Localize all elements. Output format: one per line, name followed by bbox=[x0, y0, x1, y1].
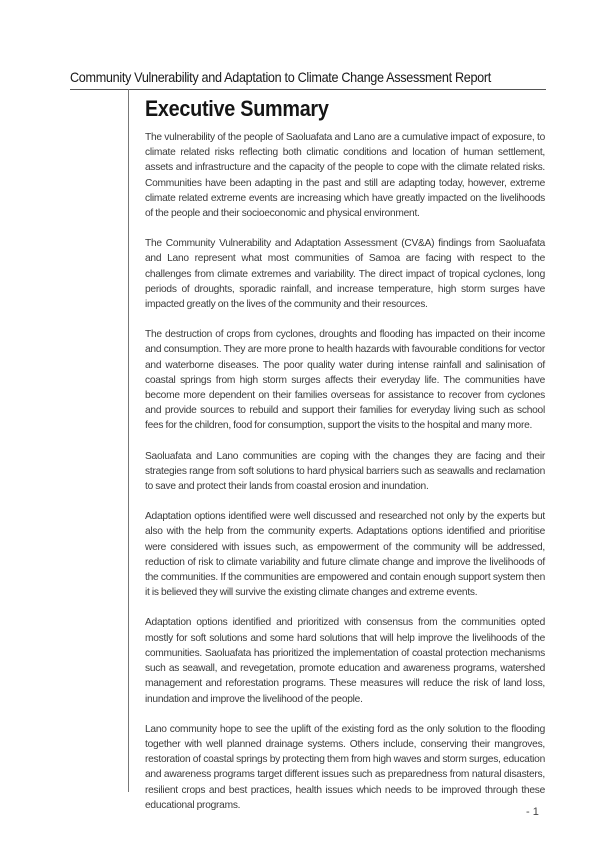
header-divider bbox=[70, 89, 546, 90]
paragraph-6: Adaptation options identified and prioritized with consensus from the communities opted mostly for soft solutions and some hard solutions that will help improve the livelihoods of the communities. Saoluafata has prioritized the implementation of coastal protection mechanisms such as seawall, and revegetation, promote education and awareness programs, watershed management and reforestation programs. These measures will reduce the risk of land loss, inundation and improve the livelihood of the people. bbox=[145, 617, 545, 705]
page-number: - 1 bbox=[526, 806, 539, 818]
section-title: Executive Summary bbox=[145, 96, 329, 121]
paragraph-2: The Community Vulnerability and Adaptation Assessment (CV&A) findings from Saoluafata and Lano represent what most communities of Samoa are facing with respect to the challenges from climate extremes and variability. The direct impact of tropical cyclones, long periods of droughts, sporadic rainfall, and increase temperature, high storm surges have impacted greatly on the lives of the community and their resources. bbox=[145, 238, 545, 311]
paragraph-3: The destruction of crops from cyclones, droughts and flooding has impacted on their income and consumption. They are more prone to health hazards with favourable conditions for vector and waterborne diseases. The poor quality water during intense rainfall and salinisation of coastal springs from high storm surges affects their everyday life. The communities have become more dependent on their families overseas for assistance to recover from cyclones and provide sources to rebuild and support their families for everyday living such as school fees for the children, food for consumption, support the visits to the hospital and many more. bbox=[145, 329, 545, 432]
executive-summary-section bbox=[145, 96, 545, 828]
margin-vertical-rule bbox=[128, 89, 129, 792]
paragraph-7: Lano community hope to see the uplift of the existing ford as the only solution to the flooding together with well planned drainage systems. Others include, conserving their mangroves, restoration of coastal springs by protecting them from high waves and storm surges, education and awareness programs target different issues such as preparedness from natural disasters, resilient crops and best practices, health issues which needs to be improved through these educational programs. bbox=[145, 723, 545, 811]
paragraph-1: The vulnerability of the people of Saoluafata and Lano are a cumulative impact of exposure, to climate related risks reflecting both climatic conditions and location of human settlement, assets and infrastructure and the capacity of the people to cope with the climate related risks. Communities have been adapting in the past and still are adapting today, however, extreme climate related extreme events are increasing which have greatly impacted on the livelihoods of the people and their socioeconomic and physical environment. bbox=[145, 132, 545, 220]
paragraph-5: Adaptation options identified were well discussed and researched not only by the experts but also with the help from the community experts. Adaptations options identified and prioritise were considered with issues such, as empowerment of the community will be addressed, reduction of risk to climate variability and future climate change and improve the livelihoods of the communities. If the communities are empowered and contain enough support system then it is believed they will survive the existing climate changes and extreme events. bbox=[145, 511, 545, 599]
running-header-title: Community Vulnerability and Adaptation to Climate Change Assessment Report bbox=[70, 70, 491, 85]
paragraph-4: Saoluafata and Lano communities are coping with the changes they are facing and their strategies range from soft solutions to hard physical barriers such as seawalls and reclamation to save and protect their lands from coastal erosion and inundation. bbox=[145, 450, 545, 493]
